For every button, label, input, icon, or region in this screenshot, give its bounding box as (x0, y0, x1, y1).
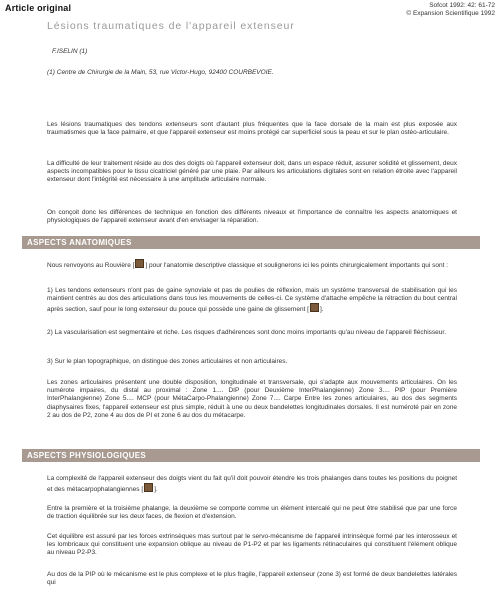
journal-reference: Sofcot 1992: 42: 61-72 (429, 2, 495, 9)
paragraph-text: Nous renvoyons au Rouvière [ (47, 262, 135, 269)
intro-paragraph-3: On conçoit donc les différences de technique en fonction des différents niveaux et l'importance de connaître les aspects anatomiques et physiologiques de l'appareil extenseur avant d'en envisager la réparation. (47, 209, 457, 225)
article-title: Lésions traumatiques de l'appareil extenseur (47, 20, 295, 32)
article-type-label: Article original (5, 3, 72, 13)
reference-link-icon[interactable] (144, 483, 153, 492)
anatomy-paragraph-2 (47, 287, 457, 315)
paragraph-text: ]. (319, 306, 324, 314)
section-header-physiologie (22, 449, 480, 462)
paragraph-text: ]. (154, 486, 158, 494)
journal-citation (406, 2, 495, 18)
physiology-paragraph-1 (47, 475, 457, 494)
section-header-anatomie (22, 236, 480, 249)
paragraph-text: ] pour l'anatomie descriptive classique et soulignerons ici les points chirurgicalement importants qui sont : (145, 262, 448, 269)
physiology-paragraph-4: Au dos de la PIP où le mécanisme est le plus complexe et le plus fragile, l'appareil extenseur (zone 3) est formé de deux bandelettes latérales qui (47, 571, 457, 587)
physiology-paragraph-2: Entre la première et la troisième phalange, la deuxième se comporte comme un élément intercalé qui ne peut être stabilisé que par une force de traction équilibrée sur les deux faces, de flexion et d'extension. (47, 505, 457, 521)
anatomy-paragraph-4: 3) Sur le plan topographique, on distingue des zones articulaires et non articulaires. (47, 358, 288, 365)
anatomy-paragraph-3: 2) La vascularisation est segmentaire et riche. Les risques d'adhérences sont donc moins importants qu'au niveau de l'appareil fléchisseur. (47, 329, 447, 336)
copyright-line: © Expansion Scientifique 1992 (406, 10, 495, 17)
anatomy-paragraph-5: Les zones articulaires présentent une double disposition, longitudinale et transversale, qui s'adapte aux mouvements articulaires. On les numérote impaires, du distal au proximal : Zone 1.... DIP (pour Deuxième InterPhalangienne) Zone 3.... PIP (pour Première InterPhalangienne) Zone 5.... MCP (pour MétaCarpo-Phalangienne) Zone 7.... Carpe Entre les zones articulaires, au dos des segments diaphysaires fixes, l'appareil extenseur est plus simple, réduit à une ou deux bandelettes longitudinales dorsales. Il est numéroté pair en zone 2 au dos de P2, zone 4 au dos de PI et zone 6 au dos du métacarpe. (47, 379, 457, 419)
intro-paragraph-1: Les lésions traumatiques des tendons extenseurs sont d'autant plus fréquentes que la face dorsale de la main est plus exposée aux traumatismes que la face palmaire, et que l'appareil extenseur est moins protégé car superficiel sous la peau et sur le plan ostéo-articulaire. (47, 121, 457, 137)
reference-link-icon[interactable] (135, 259, 144, 268)
article-author: F.ISELIN (1) (52, 48, 88, 55)
physiology-paragraph-3: Cet équilibre est assuré par les forces extrinsèques mas surtout par le servo-mécanisme de l'appareil intrinsèque formé par les interosseux et les lombricaux qui constituent une expansion oblique au niveau de P1-P2 et par les ligaments rétinaculaires qui constituent l'élément oblique au niveau P2-P3. (47, 533, 457, 557)
intro-paragraph-2: La difficulté de leur traitement réside au dos des doigts où l'appareil extenseur doit, dans un espace réduit, assurer solidité et glissement, deux aspects incompatibles pour le tissu cicatriciel généré par une plaie. Par ailleurs les articulations digitales sont en relation étroite avec l'appareil extenseur dont l'intégrité est nécessaire à une amplitude articulaire normale. (47, 160, 457, 184)
paragraph-text: 1) Les tendons extenseurs n'ont pas de gaine synoviale et pas de poulies de réflexion, mais un système transversal de stabilisation qui les maintient centrés au dos des articulations dans tous les mouvements de celles-ci. Ce système d'attache empêche la rétraction du bout central après section, sauf pour le long extenseur du pouce qui possède une gaine de glissement [ (47, 287, 457, 314)
section-heading: ASPECTS PHYSIOLOGIQUES (27, 451, 147, 460)
author-affiliation: (1) Centre de Chirurgie de la Main, 53, rue Victor-Hugo, 92400 COURBEVOIE. (47, 69, 274, 76)
reference-link-icon[interactable] (310, 303, 319, 312)
paragraph-text: La complexité de l'appareil extenseur des doigts vient du fait qu'il doit pouvoir étendre les trois phalanges dans toutes les positions du poignet et des métacarpophalangiennes [ (47, 475, 457, 494)
section-heading: ASPECTS ANATOMIQUES (27, 238, 132, 247)
anatomy-paragraph-1 (47, 259, 457, 270)
